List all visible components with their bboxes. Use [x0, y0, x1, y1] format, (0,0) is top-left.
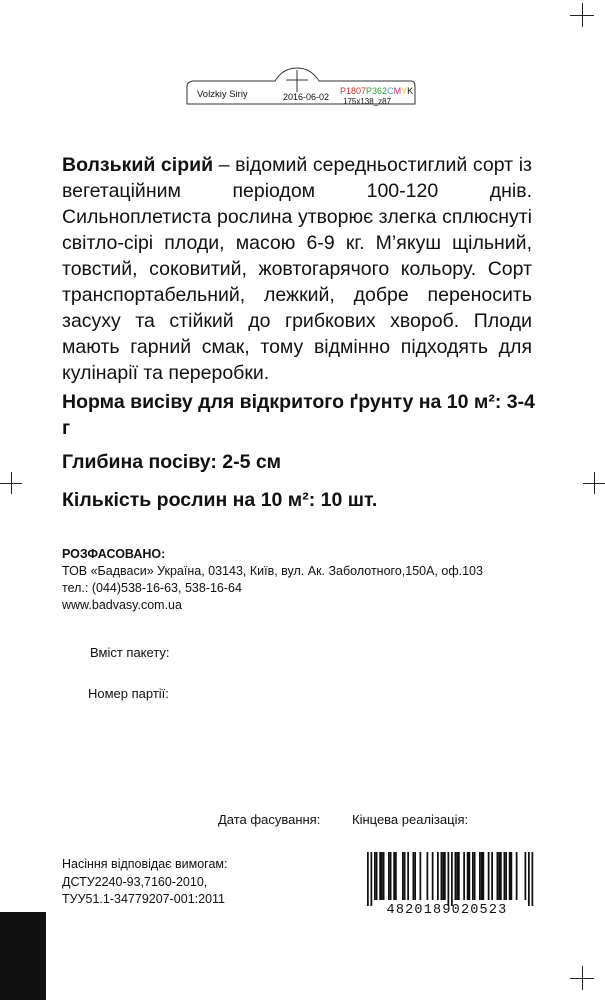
- black-print-block: [0, 912, 46, 1000]
- barcode-bar: [367, 852, 369, 906]
- registration-mark-left: [0, 472, 22, 494]
- expiry-label: Кінцева реалізація:: [352, 812, 469, 827]
- contents-label: Вміст пакету:: [90, 645, 170, 660]
- barcode-bar: [388, 852, 390, 900]
- barcode-bar: [432, 852, 434, 900]
- cert-line-1: Насіння відповідає вимогам:: [62, 857, 228, 871]
- barcode-bar: [393, 852, 395, 900]
- barcode-bar: [376, 852, 378, 900]
- barcode-bar: [371, 852, 373, 906]
- barcode-bar: [528, 852, 530, 906]
- variety-code-name: Volzkiy Siriy: [197, 89, 248, 100]
- color-y: Y: [401, 86, 408, 96]
- barcode-bar: [511, 852, 513, 900]
- packer-company: ТОВ «Бадваси» Україна, 03143, Київ, вул. Ак. Заболотного,150А, оф.103: [62, 564, 483, 578]
- registration-mark-bottom-right: [570, 966, 594, 990]
- barcode-bar: [381, 852, 383, 900]
- color-m: M: [393, 86, 402, 96]
- barcode-bar: [456, 852, 458, 900]
- barcode-bar: [420, 852, 422, 900]
- packer-heading: РОЗФАСОВАНО:: [62, 547, 166, 561]
- color-p1807: P1807: [340, 86, 367, 96]
- color-k: K: [407, 86, 414, 96]
- barcode-bar: [491, 852, 493, 900]
- barcode-bar: [437, 852, 439, 900]
- color-p362: P362: [366, 86, 388, 96]
- barcode-bar: [463, 852, 465, 900]
- plant-count: Кількість рослин на 10 м²: 10 шт.: [62, 489, 378, 511]
- sowing-depth: Глибина посіву: 2-5 см: [62, 451, 282, 473]
- barcode-bar: [407, 852, 409, 900]
- barcode-bar: [474, 852, 476, 900]
- barcode-bar: [532, 852, 534, 906]
- variety-name: Волзький сірий: [62, 154, 214, 176]
- color-c: C: [387, 86, 394, 96]
- variety-description: [62, 152, 532, 386]
- barcode-bar: [413, 852, 415, 900]
- registration-mark-right: [583, 472, 605, 494]
- registration-mark-top-right: [570, 3, 594, 27]
- packer-phone: тел.: (044)538-16-63, 538-16-64: [62, 581, 242, 595]
- barcode-bar: [472, 852, 474, 900]
- barcode-bar: [469, 852, 471, 900]
- packer-info: [62, 546, 542, 614]
- packer-website: www.badvasy.com.ua: [62, 598, 182, 612]
- barcode-bar: [483, 852, 485, 900]
- barcode-bar: [379, 852, 381, 900]
- barcode-bar: [402, 852, 404, 900]
- barcode-bar: [404, 852, 406, 900]
- packet-size: 175x138_z87: [343, 97, 392, 106]
- barcode-bar: [448, 852, 450, 906]
- barcode-bar: [451, 852, 453, 906]
- barcode-bar: [497, 852, 499, 900]
- barcode-bar: [383, 852, 385, 900]
- barcode-bar: [516, 852, 518, 900]
- barcode-bar: [509, 852, 511, 900]
- barcode-bar: [442, 852, 444, 900]
- barcode-bar: [395, 852, 397, 900]
- barcode-bar: [525, 852, 527, 900]
- barcode-bar: [467, 852, 469, 900]
- color-separations: [340, 86, 413, 96]
- barcode: [355, 850, 540, 916]
- barcode-bar: [441, 852, 443, 900]
- barcode-bar: [505, 852, 507, 900]
- barcode-bar: [500, 852, 502, 900]
- barcode-bar: [390, 852, 392, 900]
- barcode-bar: [458, 852, 460, 900]
- barcode-bar: [498, 852, 500, 900]
- barcode-bar: [414, 852, 416, 900]
- batch-number-label: Номер партії:: [88, 686, 169, 701]
- barcode-bar: [455, 852, 457, 900]
- print-tech-strip: [185, 66, 417, 106]
- cert-line-3: ТУУ51.1-34779207-001:2011: [62, 892, 225, 906]
- cert-line-2: ДСТУ2240-93,7160-2010,: [62, 874, 208, 889]
- pack-date-label: Дата фасування:: [218, 812, 321, 827]
- barcode-bar: [488, 852, 490, 900]
- print-date: 2016-06-02: [283, 92, 330, 102]
- barcode-bar: [374, 852, 376, 900]
- certification: [62, 856, 227, 909]
- barcode-bar: [427, 852, 429, 900]
- description-text: – відомий середньостиглий сорт із вегетаційним періодом 100-120 днів. Сильноплетиста рослина утворює злегка сплюснуті світло-сірі плоди, масою 6-9 кг. М’якуш щільний, товстий, соковитий, жовтогарячого кольору. Сорт транспортабельний, лежкий, добре переносить засуху та стійкий до грибкових хвороб. Плоди мають гарний смак, тому відмінно підходять для кулінарії та переробки.: [62, 154, 532, 384]
- barcode-bar: [444, 852, 446, 900]
- barcode-bar: [479, 852, 481, 900]
- sowing-norm: Норма висіву для відкритого ґрунту на 10 м²: 3-4 г: [62, 391, 535, 439]
- barcode-bar: [504, 852, 506, 900]
- barcode-bar: [481, 852, 483, 900]
- barcode-number: 4820189020523: [386, 903, 508, 916]
